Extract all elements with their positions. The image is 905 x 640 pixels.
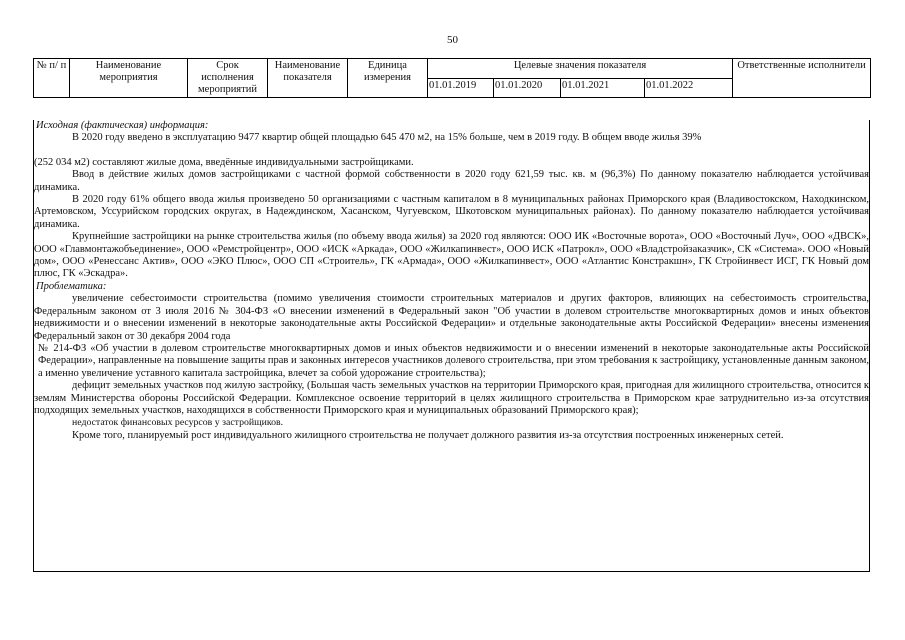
paragraph-individual-builders: (252 034 м2) составляют жилые дома, введённые индивидуальными застройщиками. (34, 156, 414, 168)
date-2019: 01.01.2019 (428, 78, 494, 98)
date-2020: 01.01.2020 (494, 78, 561, 98)
date-2021: 01.01.2021 (561, 78, 645, 98)
date-2022: 01.01.2022 (645, 78, 733, 98)
col-event-header: Наименование мероприятия (70, 59, 188, 98)
paragraph-largest-builders: Крупнейшие застройщики на рынке строительства жилья (по объему ввода жилья) за 2020 год являются: ООО ИК «Восточные ворота», ООО «Восточный Луч», ООО «ДВСК», ООО «Главмонтажобъединение», ООО «Ремстройцентр», ООО «ИСК «Аркада», ООО «Жилкапинвест», ООО ИСК «Патрокл», ООО «Владстройзаказчик», СК «Система». ООО «Новый дом», ООО «Ренессанс Актив», ООО «ЭКО Плюс», ООО СП «Строитель», ГК «Армада», ООО «Жилкапинвест», ООО «Атлантис Констракшн», ГК Стройинвест ИСГ, ГК Новый дом плюс, ГК «Эскадра». (34, 231, 869, 280)
indicator-table-header (33, 58, 871, 98)
paragraph-private-capital: В 2020 году 61% общего ввода жилья произведено 50 организациями с частным капиталом в 8 муниципальных районах Приморского края (Владивостокском, Находкинском, Артемовском, Уссурийском городских округах, в Надеждинском, Хасанском, Чугуевском, Шкотовском муниципальных районах). По данному показателю наблюдается устойчивая динамика. (34, 194, 869, 230)
col-responsible-header: Ответственные исполнители (733, 59, 871, 98)
col-number-header: № п/ п (34, 59, 70, 98)
paragraph-land-deficit: дефицит земельных участков под жилую застройку, (Большая часть земельных участков на территории Приморского края, пригодная для жилищного строительства, относится к землям Министерства обороны Российской Федерации. Комплексное освоение территорий в целях жилищного строительства в Приморском крае затруднительно из-за отсутствия подходящих земельных участков, находящихся в собственности Приморского края и муниципальных образований Приморского края); (34, 380, 869, 416)
col-term-header: Срок исполнения мероприятий (188, 59, 268, 98)
page-number: 50 (447, 34, 458, 46)
col-targets-header: Целевые значения показателя (428, 59, 733, 79)
paragraph-housing-2020: В 2020 году введено в эксплуатацию 9477 квартир общей площадью 645 470 м2, на 15% больше, чем в 2019 году. В общем вводе жилья 39% (72, 132, 702, 144)
paragraph-engineering-networks: Кроме того, планируемый рост индивидуального жилищного строительства не получает должного развития из-за отсутствия построенных инженерных сетей. (72, 429, 784, 441)
document-body (33, 120, 870, 572)
problems-heading: Проблематика: (36, 280, 107, 292)
paragraph-financial-shortage: недостаток финансовых ресурсов у застройщиков. (72, 417, 284, 429)
paragraph-law-214: № 214-ФЗ «Об участии в долевом строительстве многоквартирных домов и иных объектов недвижимости и о внесении изменений в некоторые законодательные акты Российской Федерации», направленные на повышение защиты прав и законных интересов участников долевого строительства, при этом требования к застройщику, установленные данным законом, а именно увеличение уставного капитала застройщика, влечет за собой удорожание строительства); (38, 342, 869, 379)
paragraph-cost-increase: увеличение себестоимости строительства (помимо увеличения стоимости строительных материалов и других факторов, влияющих на себестоимость строительства, Федеральным законом от 3 июля 2016 № 304-ФЗ «О внесении изменений в Федеральный закон "Об участии в долевом строительстве многоквартирных домов и иных объектов недвижимости и о внесении изменений в некоторые законодательные акты Российской Федерации» и отдельные законодательные акты Российской Федерации» внесены изменения Федеральный закон от 30 декабря 2004 года (34, 293, 869, 342)
col-indicator-header: Наименование показателя (268, 59, 348, 98)
col-unit-header: Единица измерения (348, 59, 428, 98)
paragraph-private-ownership: Ввод в действие жилых домов застройщиками с частной формой собственности в 2020 году 621,59 тыс. кв. м (96,3%) По данному показателю наблюдается устойчивая динамика. (34, 169, 869, 193)
initial-info-heading: Исходная (фактическая) информация: (36, 120, 209, 131)
